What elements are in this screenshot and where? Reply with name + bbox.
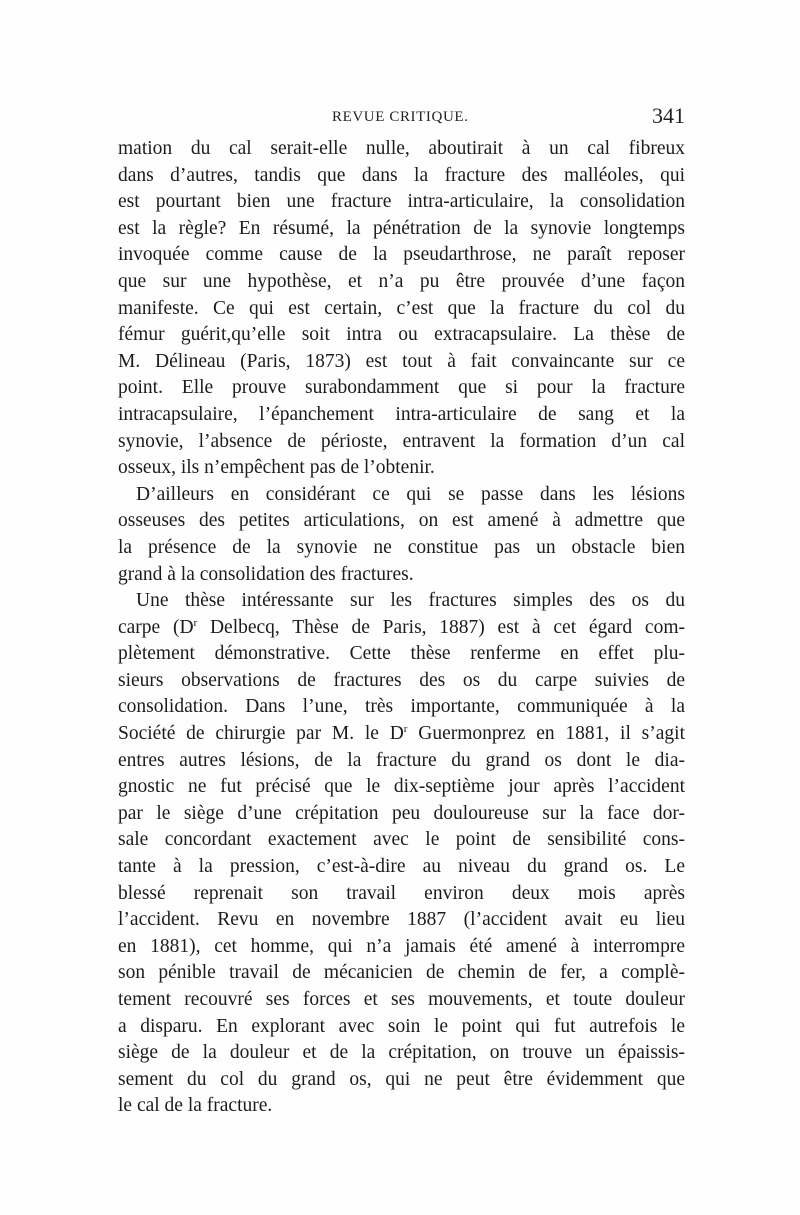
text-line: gnostic ne fut précisé que le dix-septième jour après l’accident	[118, 776, 685, 798]
text-line: plètement démonstrative. Cette thèse renferme en effet plu-	[118, 643, 685, 665]
text-line: invoquée comme cause de la pseudarthrose, ne paraît reposer	[118, 244, 685, 266]
text-line: osseuses des petites articulations, on est amené à admettre que	[118, 510, 685, 532]
line-segment: Société de chirurgie par M. le D	[118, 723, 404, 745]
superscript-r: r	[403, 723, 408, 736]
text-line: mation du cal serait-elle nulle, aboutirait à un cal fibreux	[118, 138, 685, 159]
text-line: manifeste. Ce qui est certain, c’est que la fracture du col du	[118, 297, 685, 319]
text-line: sieurs observations de fractures des os du carpe suivies de	[118, 669, 685, 691]
text-line: tante à la pression, c’est-à-dire au niveau du grand os. Le	[118, 856, 685, 878]
text-line: dans d’autres, tandis que dans la fracture des malléoles, qui	[118, 164, 685, 186]
page-number: 341	[652, 103, 685, 128]
text-line: point. Elle prouve surabondamment que si pour la fracture	[118, 377, 685, 399]
text-line: consolidation. Dans l’une, très importante, communiquée à la	[118, 696, 685, 718]
running-title: REVUE CRITIQUE.	[332, 109, 469, 125]
text-line: M. Délineau (Paris, 1873) est tout à fait convaincante sur ce	[118, 350, 685, 372]
body-text	[118, 136, 685, 1120]
text-line: la présence de la synovie ne constitue pas un obstacle bien	[118, 536, 685, 558]
text-line: son pénible travail de mécanicien de chemin de fer, a complè-	[118, 962, 685, 984]
text-line: sale concordant exactement avec le point de sensibilité cons-	[118, 829, 685, 851]
text-line: par le siège d’une crépitation peu douloureuse sur la face dor-	[118, 802, 685, 824]
superscript-r: r	[193, 616, 198, 629]
text-line: siège de la douleur et de la crépitation, on trouve un épaissis-	[118, 1042, 685, 1064]
text-line: le cal de la fracture.	[118, 1095, 273, 1117]
text-line: entres autres lésions, de la fracture du grand os dont le dia-	[118, 749, 685, 771]
text-line: a disparu. En explorant avec soin le point qui fut autrefois le	[118, 1015, 685, 1037]
text-line: blessé reprenait son travail environ deux mois après	[118, 882, 685, 904]
text-line	[118, 615, 685, 642]
text-line: intracapsulaire, l’épanchement intra-articulaire de sang et la	[118, 403, 685, 425]
text-line: fémur guérit,qu’elle soit intra ou extracapsulaire. La thèse de	[118, 324, 685, 346]
text-line: tement recouvré ses forces et ses mouvements, et toute douleur	[118, 989, 685, 1010]
text-line: en 1881), cet homme, qui n’a jamais été amené à interrompre	[118, 935, 685, 957]
text-line	[118, 721, 685, 748]
paragraph-3	[118, 588, 685, 1120]
text-line: grand à la consolidation des fractures.	[118, 563, 414, 585]
running-head	[118, 103, 685, 133]
paragraph-2	[118, 482, 685, 588]
text-line: sement du col du grand os, qui ne peut être évidemment que	[118, 1068, 685, 1090]
text-line: Une thèse intéressante sur les fractures simples des os du	[136, 590, 685, 612]
text-line: synovie, l’absence de périoste, entravent la formation d’un cal	[118, 430, 685, 452]
line-segment: carpe (D	[118, 616, 194, 638]
paragraph-1	[118, 136, 685, 482]
line-segment: Guermonprez en 1881, il s’agit	[407, 723, 685, 745]
text-line: que sur une hypothèse, et n’a pu être prouvée d’une façon	[118, 270, 685, 292]
text-line: est pourtant bien une fracture intra-articulaire, la consolidation	[118, 191, 685, 213]
line-segment: Delbecq, Thèse de Paris, 1887) est à cet égard com-	[197, 616, 685, 638]
text-line: osseux, ils n’empêchent pas de l’obtenir.	[118, 457, 435, 479]
text-line: l’accident. Revu en novembre 1887 (l’accident avait eu lieu	[118, 909, 685, 931]
text-line: D’ailleurs en considérant ce qui se passe dans les lésions	[136, 483, 685, 505]
text-line: est la règle? En résumé, la pénétration de la synovie longtemps	[118, 217, 685, 239]
